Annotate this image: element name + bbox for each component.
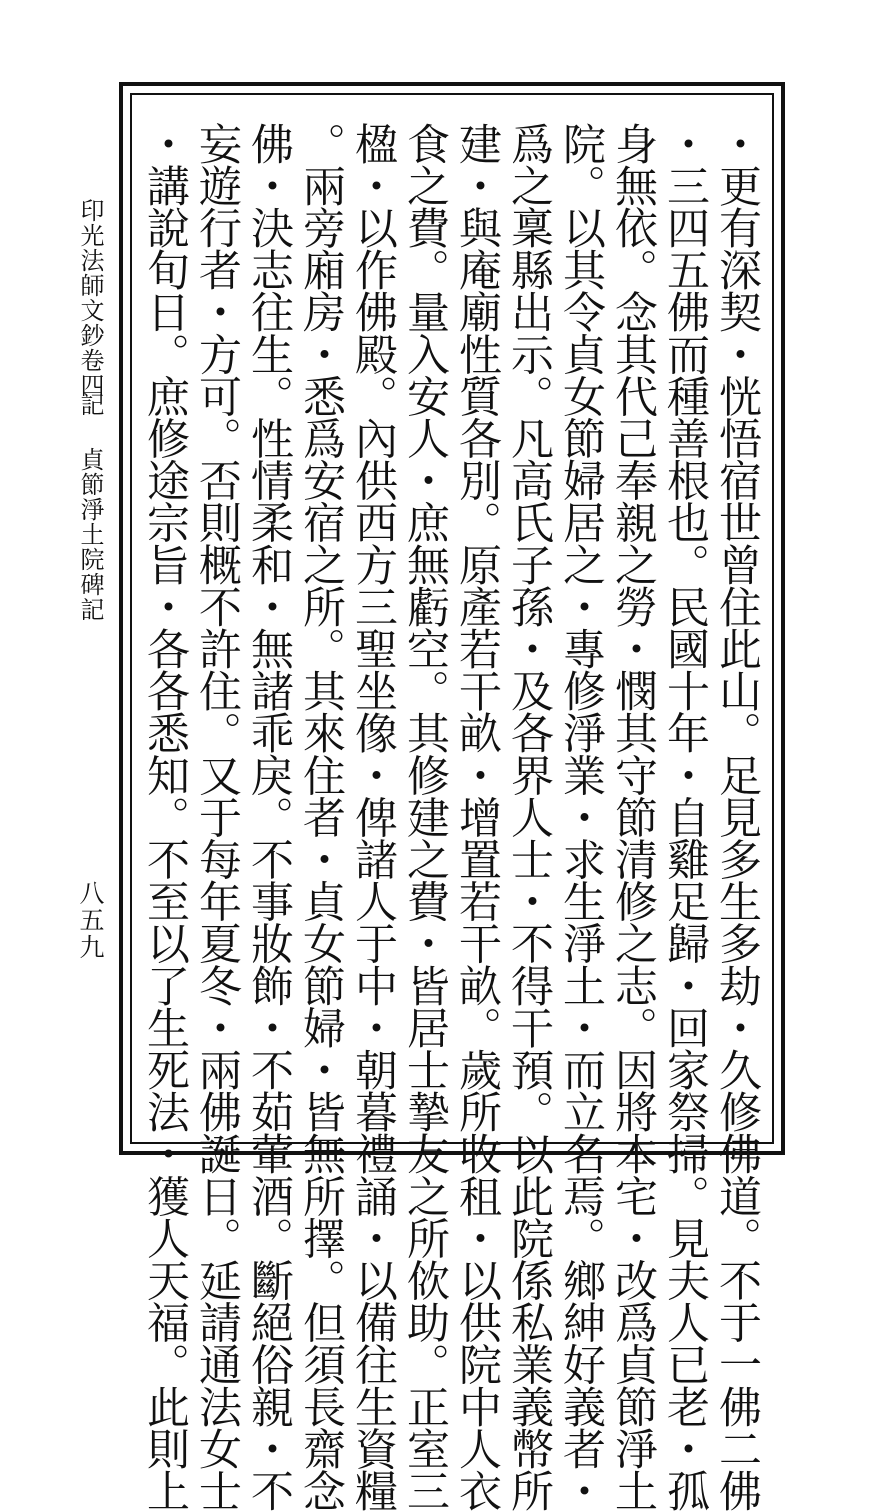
text-column-4: 院。以其令貞女節婦居之・專修淨業・求生淨土・而立名焉。鄉紳好義者・ — [556, 122, 606, 1511]
running-head-section: 記 — [76, 392, 104, 416]
running-head-title: 印光法師文鈔卷四 — [76, 198, 104, 398]
running-head-chapter: 貞節淨土院碑記 — [76, 447, 104, 622]
text-column-10: 佛・決志往生。性情柔和・無諸乖戾。不事妝飾・不茹葷酒。斷絕俗親・不 — [244, 122, 294, 1511]
text-column-7: 食之費。量入安人・庶無虧空。其修建之費・皆居士摯友之所佽助。正室三 — [400, 122, 450, 1511]
page-number: 八五九 — [76, 880, 105, 961]
text-column-1: ・更有深契・恍悟宿世曾住此山。足見多生多劫・久修佛道。不于一佛二佛 — [712, 122, 762, 1511]
text-column-5: 爲之稟縣出示。凡高氏子孫・及各界人士・不得干預。以此院係私業義幣所 — [504, 122, 554, 1511]
text-column-3: 身無依。念其代己奉親之勞・憫其守節清修之志。因將本宅・改爲貞節淨土 — [608, 122, 658, 1511]
text-column-12: ・講說旬日。庶修途宗旨・各各悉知。不至以了生死法・獲人天福。此則上 — [140, 122, 190, 1511]
text-column-11: 妄遊行者・方可。否則概不許住。又于每年夏冬・兩佛誕日。延請通法女士 — [192, 122, 242, 1511]
text-column-9: 。兩旁廂房・悉爲安宿之所。其來住者・貞女節婦・皆無所擇。但須長齋念 — [296, 122, 346, 1511]
text-column-6: 建・與庵廟性質各別。原產若干畝・增置若干畝。歲所收租・以供院中人衣 — [452, 122, 502, 1511]
text-column-2: ・三四五佛而種善根也。民國十年・自雞足歸・回家祭掃。見夫人已老・孤 — [660, 122, 710, 1511]
text-column-8: 楹・以作佛殿。內供西方三聖坐像・俾諸人于中・朝暮禮誦・以備往生資糧 — [348, 122, 398, 1511]
body-text — [136, 104, 768, 1511]
